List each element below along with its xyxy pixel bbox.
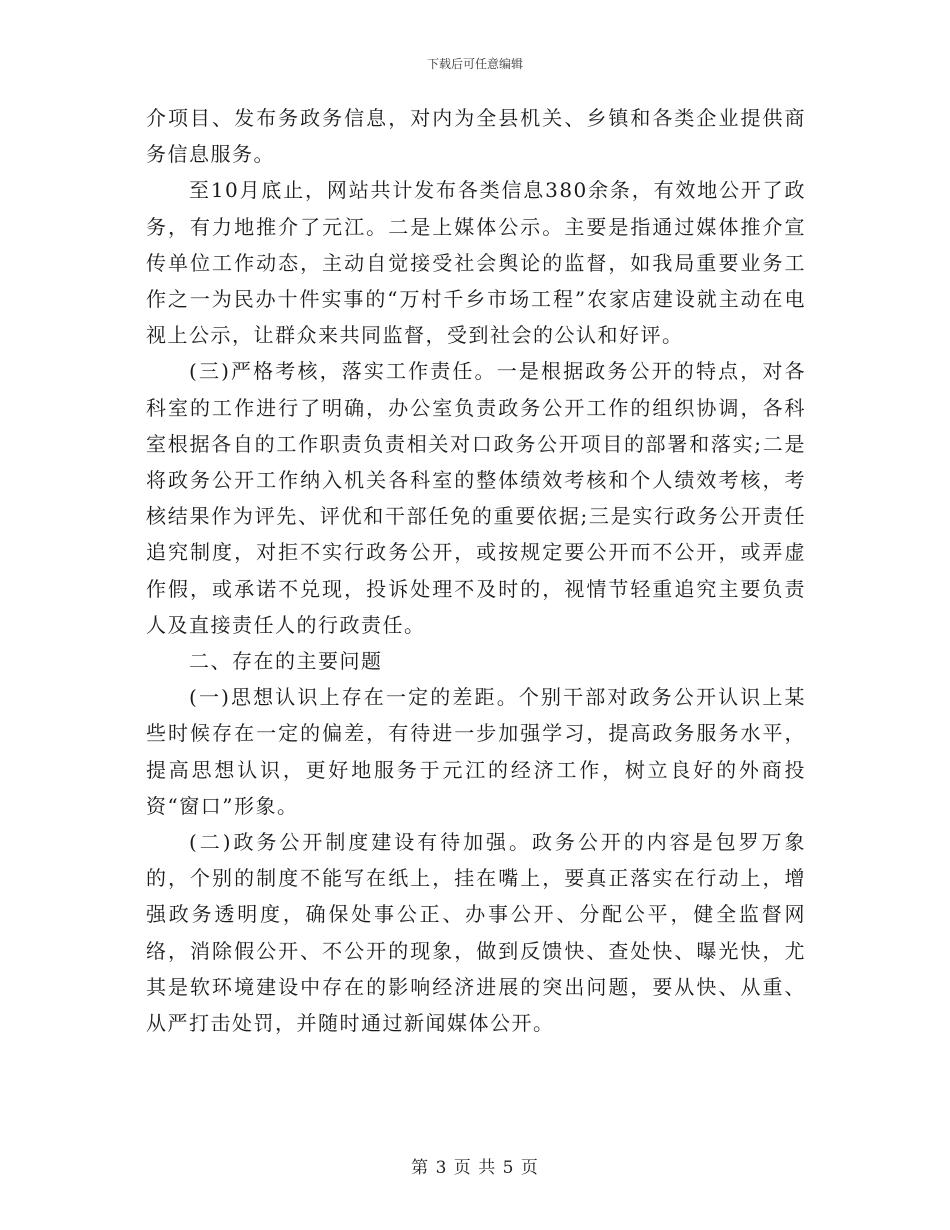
section-heading: 二、存在的主要问题 — [189, 649, 383, 674]
page-header: 下载后可任意编辑 — [426, 57, 523, 71]
paragraph-3: (三)严格考核，落实工作责任。一是根据政务公开的特点，对各科室的工作进行了明确，办公室负责政务公开工作的组织协调，各科室根据各自的工作职责负责相关对口政务公开项目的部署和落实;二是将政务公开工作纳入机关各科室的整体绩效考核和个人绩效考核，考核结果作为评先、评优和干部任免的重要依据;三是实行政务公开责任追究制度，对拒不实行政务公开，或按规定要公开而不公开，或弄虚作假，或承诺不兑现，投诉处理不及时的，视情节轻重追究主要负责人及直接责任人的行政责任。 — [146, 359, 806, 637]
paragraph-2: 至10月底止，网站共计发布各类信息380余条，有效地公开了政务，有力地推介了元江。二是上媒体公示。主要是指通过媒体推介宣传单位工作动态，主动自觉接受社会舆论的监督，如我局重要业务工作之一为民办十件实事的“万村千乡市场工程”农家店建设就主动在电视上公示，让群众来共同监督，受到社会的公认和好评。 — [146, 178, 806, 348]
paragraph-4: (一)思想认识上存在一定的差距。个别干部对政务公开认识上某些时候存在一定的偏差，有待进一步加强学习，提高政务服务水平，提高思想认识，更好地服务于元江的经济工作，树立良好的外商投资“窗口”形象。 — [146, 685, 806, 818]
paragraph-1: 介项目、发布务政务信息，对内为全县机关、乡镇和各类企业提供商务信息服务。 — [146, 106, 806, 167]
page-footer: 第 3 页 共 5 页 — [411, 1158, 539, 1178]
paragraph-5: (二)政务公开制度建设有待加强。政务公开的内容是包罗万象的，个别的制度不能写在纸上，挂在嘴上，要真正落实在行动上，增强政务透明度，确保处事公正、办事公开、分配公平，健全监督网络，消除假公开、不公开的现象，做到反馈快、查处快、曝光快，尤其是软环境建设中存在的影响经济进展的突出问题，要从快、从重、从严打击处罚，并随时通过新闻媒体公开。 — [146, 830, 806, 1036]
document-body — [146, 100, 806, 1041]
